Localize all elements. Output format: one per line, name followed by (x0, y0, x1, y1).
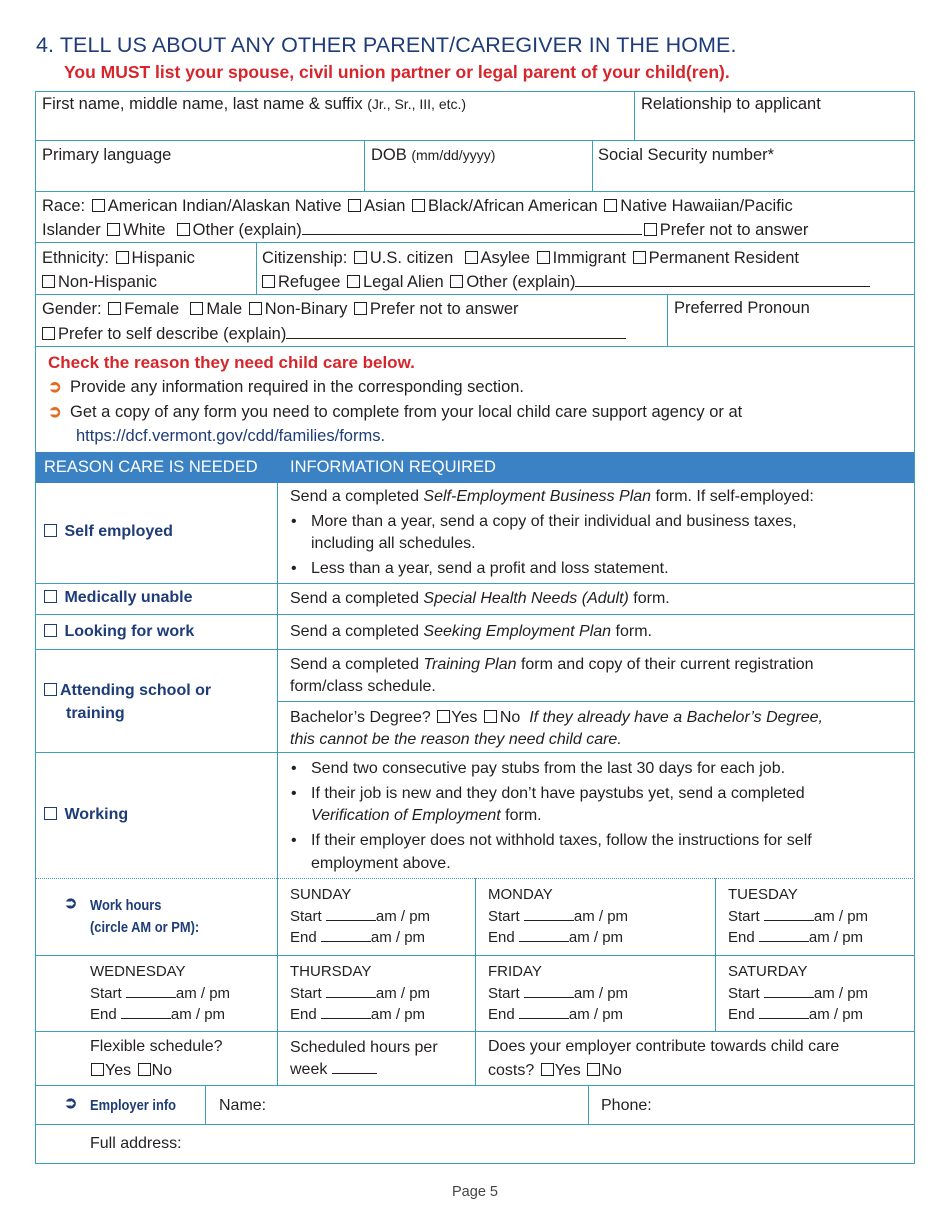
name-label: First name, middle name, last name & suffix (42, 95, 363, 113)
sunday-start[interactable]: Start am / pm (290, 908, 431, 925)
citizenship-line-1: Citizenship: U.S. citizen Asylee Immigrant Permanent Resident (262, 249, 800, 267)
page-number: Page 5 (452, 1184, 498, 1200)
language-field[interactable]: Primary language (42, 146, 172, 164)
self-employed-checkbox[interactable] (44, 524, 57, 537)
race-checkbox[interactable] (107, 223, 120, 236)
day-wednesday: WEDNESDAY (90, 963, 186, 980)
employer-info-label (64, 1094, 86, 1114)
col-reason-header: REASON CARE IS NEEDED (44, 458, 258, 476)
reason-school-cont: training (66, 705, 125, 722)
friday-end[interactable]: End am / pm (488, 1006, 624, 1023)
ssn-field[interactable]: Social Security number* (598, 146, 775, 164)
self-employed-bullet-2: • Less than a year, send a profit and loss statement. (311, 559, 669, 579)
reason-self-employed: Self employed (42, 522, 173, 542)
self-employed-bullet-1-cont: including all schedules. (311, 535, 476, 552)
employer-contribution-options: costs? Yes No (488, 1062, 622, 1079)
race-label: Race: (42, 197, 86, 215)
gender-checkbox[interactable] (108, 302, 121, 315)
gender-checkbox[interactable] (354, 302, 367, 315)
race-checkbox[interactable] (177, 223, 190, 236)
gender-checkbox[interactable] (249, 302, 262, 315)
citizenship-line-2: Refugee Legal Alien Other (explain) (260, 272, 870, 292)
pronoun-field[interactable]: Preferred Pronoun (674, 299, 810, 317)
race-line-1: Race: American Indian/Alaskan Native Asian Black/African American Native Hawaiian/Pacific (42, 197, 793, 215)
gender-checkbox[interactable] (42, 327, 55, 340)
self-employed-intro: Send a completed Self-Employment Business Plan form. If self-employed: (290, 488, 814, 505)
employer-name-field[interactable]: Name: (219, 1097, 267, 1114)
employer-phone-field[interactable]: Phone: (601, 1097, 652, 1114)
forms-link[interactable]: https://dcf.vermont.gov/cdd/families/forms. (76, 427, 386, 445)
bachelor-question: Bachelor’s Degree? Yes No If they already have a Bachelor’s Degree, (290, 709, 823, 726)
race-checkbox[interactable] (92, 199, 105, 212)
tuesday-end[interactable]: End am / pm (728, 929, 864, 946)
citizenship-checkbox[interactable] (354, 251, 367, 264)
col-info-header: INFORMATION REQUIRED (290, 458, 496, 476)
citizenship-checkbox[interactable] (633, 251, 646, 264)
tuesday-start[interactable]: Start am / pm (728, 908, 869, 925)
scheduled-hours-field[interactable]: week (290, 1060, 377, 1080)
relationship-field[interactable]: Relationship to applicant (641, 95, 821, 113)
instruction-2: ➲ Get a copy of any form you need to complete from your local child care support agency or at (48, 403, 743, 421)
citizenship-checkbox[interactable] (347, 275, 360, 288)
reason-looking-for-work: Looking for work (42, 622, 194, 642)
gender-label: Gender: (42, 300, 102, 318)
arrow-right-icon: ➲ (64, 1095, 78, 1112)
gender-explain-line[interactable] (286, 325, 626, 339)
day-tuesday: TUESDAY (728, 886, 798, 903)
ethnicity-checkbox[interactable] (116, 251, 129, 264)
flexible-yes-checkbox[interactable] (91, 1063, 104, 1076)
race-checkbox[interactable] (348, 199, 361, 212)
medically-unable-info: Send a completed Special Health Needs (Adult) form. (290, 590, 670, 607)
scheduled-hours-label: Scheduled hours per (290, 1039, 438, 1056)
race-explain-line[interactable] (302, 221, 642, 235)
working-bullet-3: • If their employer does not withhold taxes, follow the instructions for self (311, 831, 812, 851)
looking-for-work-checkbox[interactable] (44, 624, 57, 637)
working-checkbox[interactable] (44, 807, 57, 820)
contribution-yes-checkbox[interactable] (541, 1063, 554, 1076)
arrow-right-icon: ➲ (48, 403, 62, 421)
bachelor-yes-checkbox[interactable] (437, 710, 450, 723)
reason-school: Attending school or (42, 681, 211, 701)
employer-address-field[interactable]: Full address: (90, 1135, 182, 1152)
arrow-right-icon: ➲ (64, 895, 78, 912)
day-sunday: SUNDAY (290, 886, 352, 903)
thursday-start[interactable]: Start am / pm (290, 985, 431, 1002)
citizenship-checkbox[interactable] (465, 251, 478, 264)
gender-line-1: Gender: Female Male Non-Binary Prefer not to answer (42, 300, 519, 318)
race-checkbox[interactable] (412, 199, 425, 212)
work-hours-hint: (circle AM or PM): (90, 919, 200, 936)
race-checkbox[interactable] (644, 223, 657, 236)
bachelor-no-checkbox[interactable] (484, 710, 497, 723)
day-monday: MONDAY (488, 886, 553, 903)
looking-for-work-info: Send a completed Seeking Employment Plan form. (290, 623, 652, 640)
name-field[interactable] (42, 94, 466, 114)
wednesday-start[interactable]: Start am / pm (90, 985, 231, 1002)
section-title: 4. TELL US ABOUT ANY OTHER PARENT/CAREGIVER IN THE HOME. (36, 33, 737, 57)
school-checkbox[interactable] (44, 683, 57, 696)
citizenship-label: Citizenship: (262, 249, 348, 267)
instructions-heading: Check the reason they need child care below. (48, 353, 415, 372)
work-hours-label (64, 894, 86, 914)
school-info-cont: form/class schedule. (290, 678, 436, 695)
ethnicity-line-1: Ethnicity: Hispanic (42, 249, 195, 267)
working-bullet-3-cont: employment above. (311, 855, 451, 872)
citizenship-checkbox[interactable] (450, 275, 463, 288)
ethnicity-line-2: Non-Hispanic (40, 272, 157, 292)
flexible-no-checkbox[interactable] (138, 1063, 151, 1076)
arrow-right-icon: ➲ (48, 378, 62, 396)
flexible-label: Flexible schedule? (90, 1038, 223, 1055)
reason-working: Working (42, 805, 128, 825)
table-header (36, 452, 914, 483)
saturday-start[interactable]: Start am / pm (728, 985, 869, 1002)
race-checkbox[interactable] (604, 199, 617, 212)
monday-end[interactable]: End am / pm (488, 929, 624, 946)
contribution-no-checkbox[interactable] (587, 1063, 600, 1076)
name-hint: (Jr., Sr., III, etc.) (367, 96, 467, 112)
employer-info-title: Employer info (90, 1097, 177, 1114)
saturday-end[interactable]: End am / pm (728, 1006, 864, 1023)
citizenship-checkbox[interactable] (262, 275, 275, 288)
citizenship-explain-line[interactable] (575, 273, 870, 287)
race-line-2: Islander White Other (explain) Prefer not to answer (42, 221, 809, 239)
flexible-options: Yes No (89, 1061, 172, 1081)
working-bullet-2-cont: Verification of Employment form. (311, 807, 542, 824)
day-saturday: SATURDAY (728, 963, 808, 980)
bachelor-note: this cannot be the reason they need child care. (290, 731, 622, 748)
working-bullet-1: • Send two consecutive pay stubs from the last 30 days for each job. (311, 759, 785, 779)
employer-contribution-q: Does your employer contribute towards child care (488, 1038, 840, 1055)
ethnicity-label: Ethnicity: (42, 249, 109, 267)
gender-checkbox[interactable] (190, 302, 203, 315)
gender-line-2: Prefer to self describe (explain) (40, 324, 626, 344)
day-friday: FRIDAY (488, 963, 542, 980)
reason-medically-unable: Medically unable (42, 588, 193, 608)
work-hours-title: Work hours (90, 897, 162, 914)
dob-hint: (mm/dd/yyyy) (411, 147, 496, 163)
dob-label: DOB (371, 146, 407, 164)
instruction-1: ➲ Provide any information required in the corresponding section. (48, 378, 525, 396)
monday-start[interactable]: Start am / pm (488, 908, 629, 925)
friday-start[interactable]: Start am / pm (488, 985, 629, 1002)
thursday-end[interactable]: End am / pm (290, 1006, 426, 1023)
ethnicity-checkbox[interactable] (42, 275, 55, 288)
medically-unable-checkbox[interactable] (44, 590, 57, 603)
school-info: Send a completed Training Plan form and copy of their current registration (290, 656, 814, 673)
dob-field[interactable] (371, 145, 495, 165)
sunday-end[interactable]: End am / pm (290, 929, 426, 946)
citizenship-checkbox[interactable] (537, 251, 550, 264)
wednesday-end[interactable]: End am / pm (90, 1006, 226, 1023)
self-employed-bullet-1: • More than a year, send a copy of their individual and business taxes, (311, 512, 797, 532)
section-subtitle: You MUST list your spouse, civil union partner or legal parent of your child(ren). (64, 62, 730, 82)
day-thursday: THURSDAY (290, 963, 372, 980)
working-bullet-2: • If their job is new and they don’t have paystubs yet, send a completed (311, 784, 805, 804)
